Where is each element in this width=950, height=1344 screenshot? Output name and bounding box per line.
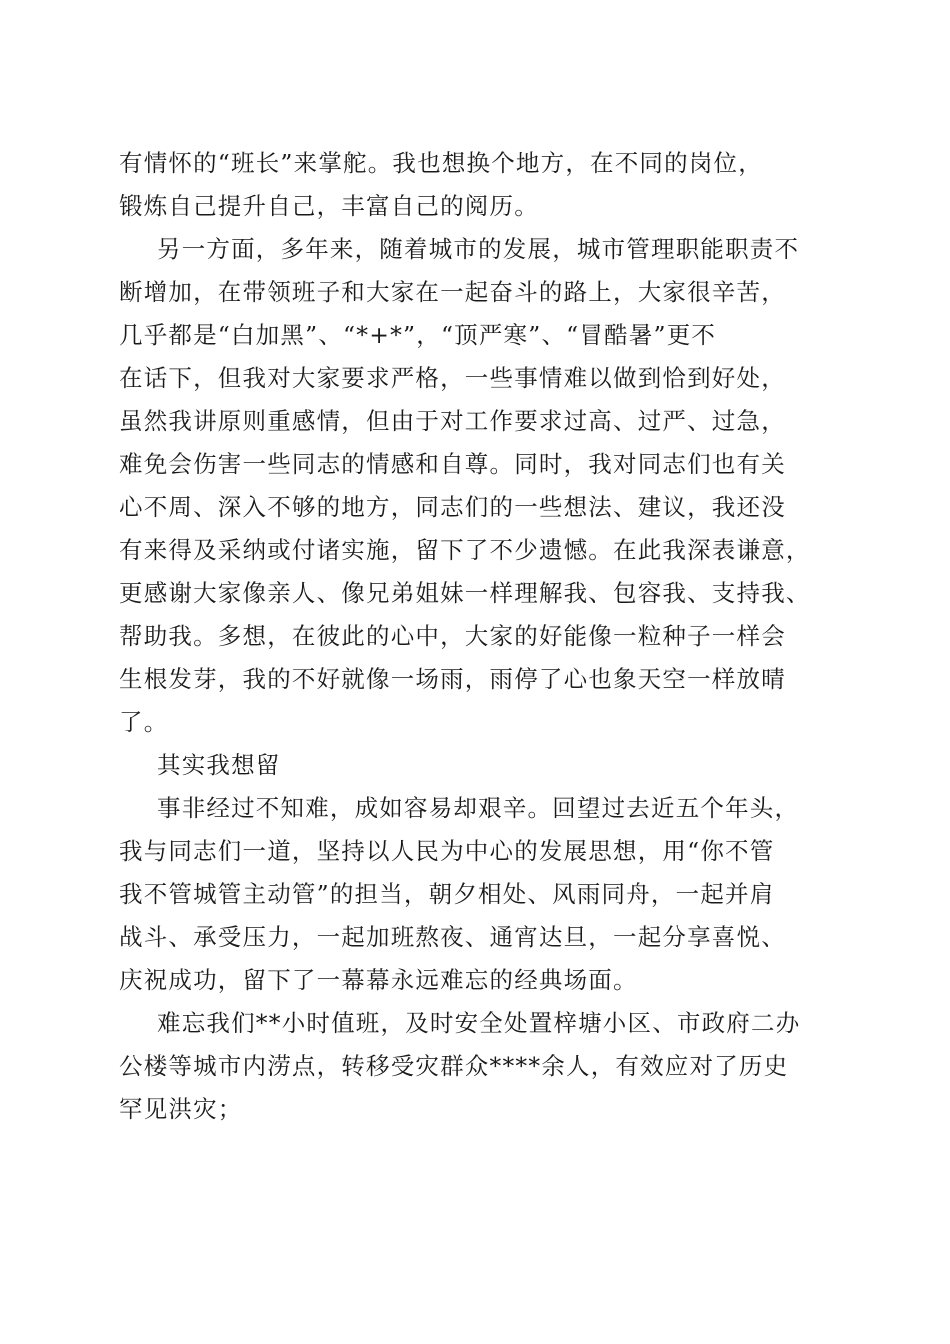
text-line: 我不管城管主动管”的担当，朝夕相处、风雨同舟，一起并肩 bbox=[119, 880, 775, 908]
text-line: 我与同志们一道，坚持以人民为中心的发展思想，用“你不管 bbox=[119, 837, 775, 865]
text-line: 锻炼自己提升自己，丰富自己的阅历。 bbox=[119, 192, 539, 220]
heading-line: 其实我想留 bbox=[157, 751, 281, 779]
text-line: 公楼等城市内涝点，转移受灾群众****余人，有效应对了历史 bbox=[119, 1052, 789, 1080]
text-line: 难忘我们**小时值班，及时安全处置梓塘小区、市政府二办 bbox=[157, 1009, 801, 1037]
text-line: 帮助我。多想，在彼此的心中，大家的好能像一粒种子一样会 bbox=[119, 622, 786, 650]
document-body bbox=[119, 142, 831, 1131]
text-line: 生根发芽，我的不好就像一场雨，雨停了心也象天空一样放晴 bbox=[119, 665, 786, 693]
text-line: 虽然我讲原则重感情，但由于对工作要求过高、过严、过急， bbox=[119, 407, 786, 435]
paragraph-4 bbox=[119, 787, 831, 1002]
text-line: 几乎都是“白加黑”、“*+*”，“顶严寒”、“冒酷暑”更不 bbox=[119, 321, 717, 349]
text-line: 更感谢大家像亲人、像兄弟姐妹一样理解我、包容我、支持我、 bbox=[119, 579, 811, 607]
text-line: 难免会伤害一些同志的情感和自尊。同时，我对同志们也有关 bbox=[119, 450, 786, 478]
text-line: 断增加，在带领班子和大家在一起奋斗的路上，大家很辛苦， bbox=[119, 278, 786, 306]
text-line: 在话下，但我对大家要求严格，一些事情难以做到恰到好处， bbox=[119, 364, 786, 392]
text-line: 另一方面，多年来，随着城市的发展，城市管理职能职责不 bbox=[157, 235, 800, 263]
text-line: 庆祝成功，留下了一幕幕永远难忘的经典场面。 bbox=[119, 966, 638, 994]
text-line: 了。 bbox=[119, 708, 169, 736]
text-line: 事非经过不知难，成如容易却艰辛。回望过去近五个年头， bbox=[157, 794, 800, 822]
text-line: 有来得及采纳或付诸实施，留下了不少遗憾。在此我深表谦意， bbox=[119, 536, 811, 564]
paragraph-5 bbox=[119, 1002, 831, 1131]
paragraph-2 bbox=[119, 228, 831, 744]
text-line: 心不周、深入不够的地方，同志们的一些想法、建议，我还没 bbox=[119, 493, 786, 521]
text-line: 有情怀的“班长”来掌舵。我也想换个地方，在不同的岗位， bbox=[119, 149, 763, 177]
text-line: 战斗、承受压力，一起加班熬夜、通宵达旦，一起分享喜悦、 bbox=[119, 923, 786, 951]
section-heading bbox=[119, 744, 831, 787]
paragraph-1 bbox=[119, 142, 831, 228]
text-line: 罕见洪灾； bbox=[119, 1095, 243, 1123]
